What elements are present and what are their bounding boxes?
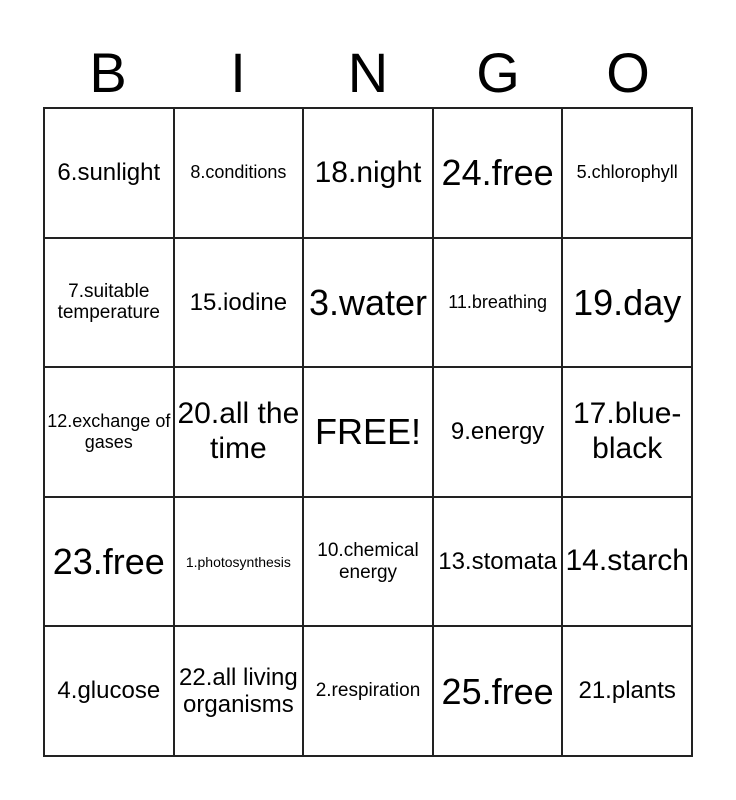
bingo-cell[interactable]: 6.sunlight — [44, 108, 174, 238]
header-letter-i: I — [230, 41, 246, 104]
bingo-cell[interactable]: 25.free — [433, 626, 563, 756]
bingo-cell[interactable]: 14.starch — [562, 497, 692, 627]
bingo-cell[interactable]: 18.night — [303, 108, 433, 238]
bingo-cell[interactable]: 5.chlorophyll — [562, 108, 692, 238]
bingo-cell[interactable]: 2.respiration — [303, 626, 433, 756]
bingo-cell[interactable]: 24.free — [433, 108, 563, 238]
bingo-cell[interactable]: 19.day — [562, 238, 692, 368]
bingo-cell[interactable]: 20.all the time — [174, 367, 304, 497]
bingo-cell[interactable]: 17.blue-black — [562, 367, 692, 497]
bingo-cell[interactable]: 23.free — [44, 497, 174, 627]
bingo-cell[interactable]: 9.energy — [433, 367, 563, 497]
header-letter-b: B — [89, 41, 127, 104]
bingo-cell[interactable]: 15.iodine — [174, 238, 304, 368]
bingo-cell[interactable]: 7.suitable temperature — [44, 238, 174, 368]
bingo-cell[interactable]: 4.glucose — [44, 626, 174, 756]
bingo-header — [43, 38, 693, 108]
bingo-cell[interactable]: 3.water — [303, 238, 433, 368]
bingo-cell[interactable]: 8.conditions — [174, 108, 304, 238]
bingo-cell[interactable]: 21.plants — [562, 626, 692, 756]
header-letter-g: G — [476, 41, 520, 104]
header-letter-n: N — [347, 41, 389, 104]
free-space-cell[interactable]: FREE! — [303, 367, 433, 497]
bingo-cell[interactable]: 11.breathing — [433, 238, 563, 368]
bingo-board — [43, 107, 693, 757]
bingo-cell[interactable]: 10.chemical energy — [303, 497, 433, 627]
header-letter-o: O — [606, 41, 650, 104]
bingo-cell[interactable]: 22.all living organisms — [174, 626, 304, 756]
bingo-cell[interactable]: 12.exchange of gases — [44, 367, 174, 497]
bingo-cell[interactable]: 13.stomata — [433, 497, 563, 627]
bingo-cell[interactable]: 1.photosynthesis — [174, 497, 304, 627]
